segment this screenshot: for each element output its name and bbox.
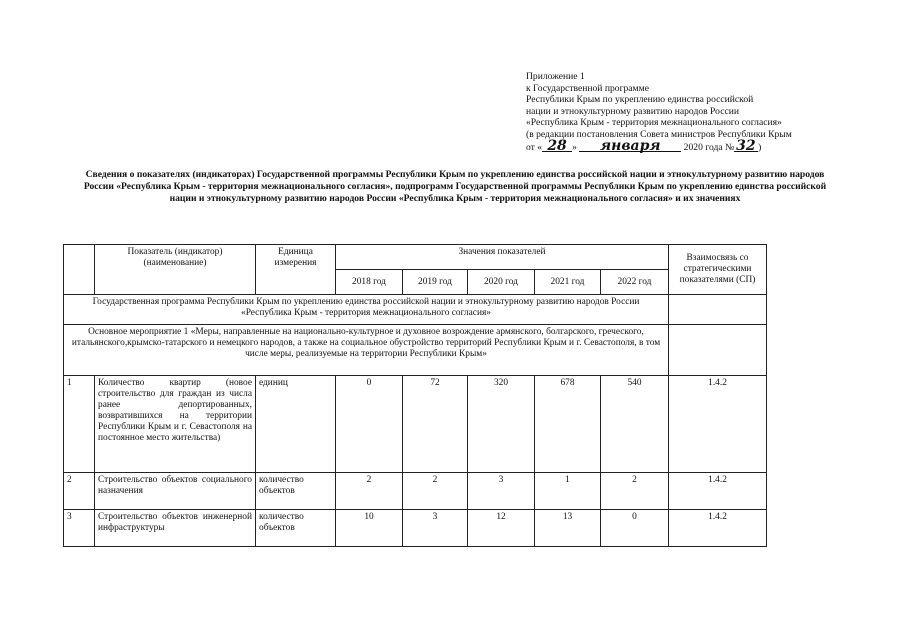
indicators-table [63, 244, 767, 547]
row-indicator: Строительство объектов инженерной инфраструктуры [95, 510, 256, 547]
row-link: 1.4.2 [669, 376, 767, 473]
annex-line-4: нации и этнокультурному развитию народов России [526, 105, 739, 117]
row-value: 12 [468, 510, 535, 547]
row-value: 0 [601, 510, 669, 547]
header-num-cell [64, 245, 95, 295]
event-link-cell [669, 325, 767, 376]
date-close: ) [758, 141, 762, 153]
row-value: 540 [601, 376, 669, 473]
row-unit: единиц [256, 376, 336, 473]
date-year: 2020 года № [683, 141, 735, 153]
row-num: 2 [64, 473, 95, 510]
row-value: 678 [535, 376, 601, 473]
header-year: 2018 год [336, 270, 403, 295]
document-heading: Сведения о показателях (индикаторах) Государственной программы Республики Крым по укреплению единства российской нации и этнокультурному развитию народов России «Республика Крым - территория межнационального согласия», подпрограмм Государственной программы Республики Крым по укреплению единства российской нации и этнокультурному развитию народов России «Республика Крым - территория межнационального согласия» и их значениях [83, 169, 827, 205]
row-num: 3 [64, 510, 95, 547]
handwritten-day: 28 [542, 141, 572, 152]
header-values: Значения показателей [336, 245, 669, 270]
header-unit: Единица измерения [256, 245, 336, 295]
header-link: Взаимосвязь со стратегическими показателями (СП) [669, 245, 767, 295]
program-link-cell [669, 295, 767, 325]
annex-block [526, 71, 792, 153]
annex-line-1: Приложение 1 [526, 71, 585, 82]
row-value: 2 [403, 473, 468, 510]
header-year: 2021 год [535, 270, 601, 295]
table-row [64, 473, 767, 510]
row-value: 0 [336, 376, 403, 473]
row-value: 2 [601, 473, 669, 510]
handwritten-month: января [579, 141, 681, 152]
header-indicator: Показатель (индикатор) (наименование) [95, 245, 256, 295]
annex-line-5: «Республика Крым - территория межнационального согласия» [526, 117, 782, 129]
row-value: 10 [336, 510, 403, 547]
annex-date-line [526, 137, 792, 154]
date-prefix: от « [526, 141, 543, 153]
row-value: 72 [403, 376, 468, 473]
program-row [64, 295, 767, 325]
annex-line-2: к Государственной программе [526, 82, 649, 94]
annex-line-6: (в редакции постановления Совета министров Республики Крым [526, 128, 792, 140]
row-num: 1 [64, 376, 95, 473]
event-row [64, 325, 767, 376]
row-indicator: Строительство объектов социального назначения [95, 473, 256, 510]
annex-line-3: Республики Крым по укреплению единства российской [526, 94, 754, 106]
row-unit: количество объектов [256, 473, 336, 510]
row-value: 3 [468, 473, 535, 510]
header-year: 2020 год [468, 270, 535, 295]
handwritten-number: 32 [734, 141, 758, 152]
row-value: 1 [535, 473, 601, 510]
header-row-1 [64, 245, 767, 270]
row-value: 13 [535, 510, 601, 547]
row-value: 3 [403, 510, 468, 547]
row-link: 1.4.2 [669, 510, 767, 547]
row-value: 320 [468, 376, 535, 473]
date-mid: » [572, 141, 577, 153]
program-title: Государственная программа Республики Крым по укреплению единства российской нации и этнокультурному развитию народов России «Республика Крым - территория межнационального согласия» [64, 295, 669, 325]
row-indicator: Количество квартир (новое строительство для граждан из числа ранее депортированных, возвратившихся на территории Республики Крым и г. Севастополя на постоянное место жительства) [95, 376, 256, 473]
table-row [64, 376, 767, 473]
row-value: 2 [336, 473, 403, 510]
row-link: 1.4.2 [669, 473, 767, 510]
row-unit: количество объектов [256, 510, 336, 547]
event-title: Основное мероприятие 1 «Меры, направленные на национально-культурное и духовное возрождение армянского, болгарского, греческого, итальянского,крымско-татарского и немецкого народов, а также на социальное обустройство территорий Республики Крым и г. Севастополя, в том числе меры, реализуемые на территории Республики Крым» [64, 325, 669, 376]
header-year: 2019 год [403, 270, 468, 295]
header-year: 2022 год [601, 270, 669, 295]
table-row [64, 510, 767, 547]
